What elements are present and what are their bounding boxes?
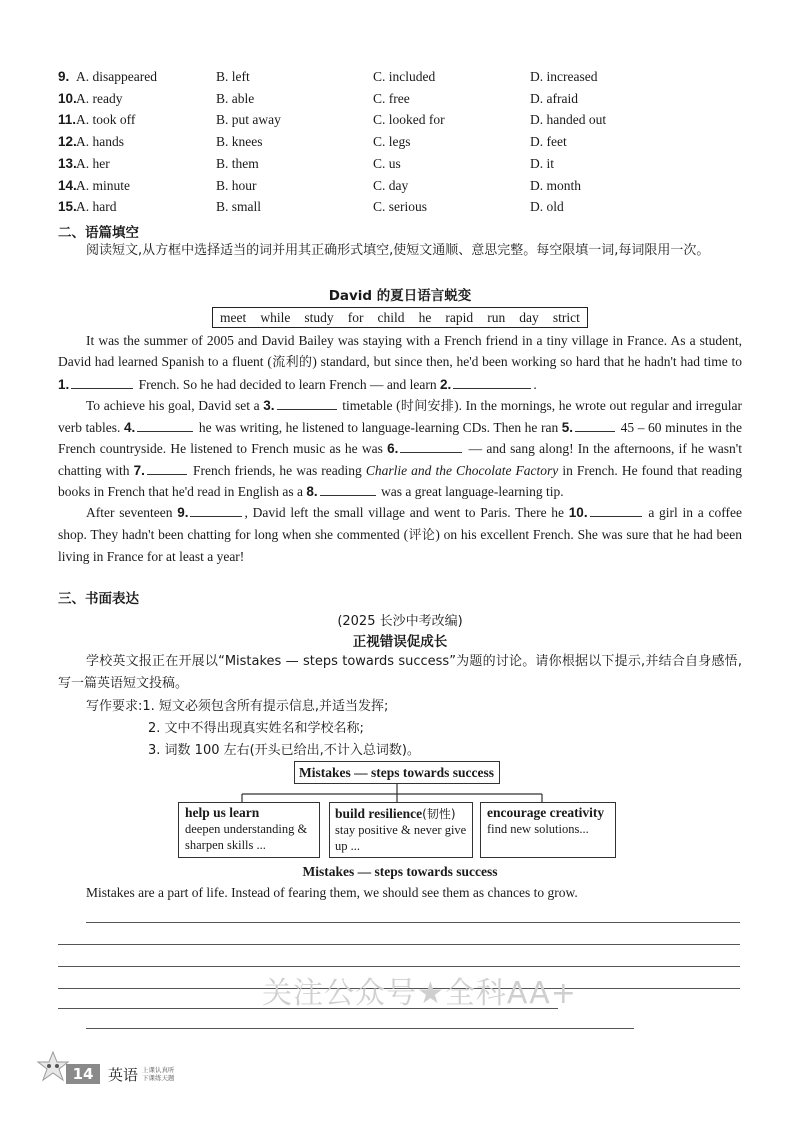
word-bank-item: day	[519, 309, 539, 325]
option-b[interactable]: B. able	[216, 90, 255, 106]
word-bank-item: for	[347, 309, 364, 325]
page-number: 14	[72, 1065, 94, 1083]
option-c[interactable]: C. serious	[373, 199, 427, 215]
option-a[interactable]: A. ready	[76, 90, 123, 106]
option-d[interactable]: D. month	[530, 177, 582, 193]
word-bank-item: while	[260, 309, 291, 325]
option-b[interactable]: B. hour	[216, 177, 257, 193]
option-c[interactable]: C. free	[373, 90, 410, 106]
writing-intro: 学校英文报正在开展以“Mistakes — steps towards success”为题的讨论。请你根据以下提示,并结合自身感悟,写一篇英语短文投稿。	[58, 654, 742, 691]
paragraph-3: After seventeen 9. , David left the small village and went to Paris. There he 10. a girl in a coffee shop. They hadn't been chatting for long when she commented (评论) on his excellent French. She was sure that he had been living in France for at least a year!	[58, 505, 742, 564]
option-d[interactable]: D. feet	[530, 134, 567, 150]
option-d[interactable]: D. old	[530, 199, 564, 215]
paragraph-2: To achieve his goal, David set a 3. timetable (时间安排). In the mornings, he wrote out regular and irregular verb tables. 4. he was writing, he listened to language-learning CDs. Then he ran 5. 45 – 60 minutes in the French countryside. He listened to French music as he was 6. — and sang along! In the afternoons, if he wasn't chatting with 7. French friends, he was reading Charlie and the Chocolate Factory in French. He found that reading books in French that he'd read in English as a 8. was a great language-learning tip.	[58, 397, 742, 500]
option-a[interactable]: A. hands	[76, 134, 124, 150]
section-heading-cloze: 二、语篇填空	[58, 225, 139, 241]
watermark-text: 关注公众号★全科AA+	[262, 976, 577, 1011]
star-mascot-icon	[36, 1050, 70, 1084]
option-c[interactable]: C. included	[373, 69, 436, 84]
option-c[interactable]: C. day	[373, 177, 409, 193]
option-b[interactable]: B. knees	[216, 134, 263, 150]
writing-line[interactable]	[58, 966, 740, 967]
option-d[interactable]: D. handed out	[530, 112, 607, 128]
subject-label: 英语	[108, 1066, 139, 1084]
writing-line[interactable]	[86, 922, 740, 923]
option-d[interactable]: D. increased	[530, 69, 598, 84]
word-bank-item: rapid	[445, 309, 474, 325]
option-b[interactable]: B. them	[216, 155, 259, 171]
question-number: 13.	[58, 155, 77, 171]
option-c[interactable]: C. looked for	[373, 112, 445, 128]
word-bank-item: run	[487, 309, 506, 325]
option-d[interactable]: D. afraid	[530, 90, 578, 106]
question-number: 14.	[58, 177, 77, 193]
paragraph-1: It was the summer of 2005 and David Bailey was staying with a French friend in a tiny village in France. As a student, David had learned Spanish to a fluent (流利的) standard, but since then, he'd been working so hard that he hadn't had time to 1. French. So he had decided to learn French — and learn 2. .	[58, 333, 742, 392]
word-bank-item: child	[377, 309, 405, 325]
word-bank-item: strict	[552, 309, 580, 325]
option-c[interactable]: C. us	[373, 155, 401, 171]
question-number: 9.	[58, 69, 70, 84]
option-b[interactable]: B. put away	[216, 112, 281, 128]
option-b[interactable]: B. left	[216, 69, 250, 84]
writing-line[interactable]	[86, 1028, 634, 1029]
word-bank-item: study	[304, 309, 334, 325]
option-c[interactable]: C. legs	[373, 134, 411, 150]
essay-start: Mistakes are a part of life. Instead of fearing them, we should see them as chances to grow.	[86, 885, 578, 900]
source-note: (2025 长沙中考改编)	[337, 614, 463, 629]
essay-title: Mistakes — steps towards success	[302, 864, 498, 879]
mindmap-branch-creativity: encourage creativity find new solutions...	[480, 802, 616, 858]
word-bank-item: meet	[220, 309, 247, 325]
writing-title: 正视错误促成长	[352, 634, 448, 650]
writing-line[interactable]	[58, 944, 740, 945]
passage-title: David 的夏日语言蜕变	[328, 288, 472, 304]
page-footer	[36, 1058, 196, 1090]
question-number: 11.	[58, 112, 77, 128]
mindmap-branch-learn: help us learn deepen understanding & sharpen skills ...	[178, 802, 320, 858]
section-heading-writing: 三、书面表达	[58, 591, 139, 607]
option-a[interactable]: A. took off	[76, 112, 136, 128]
question-number: 10.	[58, 90, 77, 106]
option-a[interactable]: A. disappeared	[76, 69, 157, 84]
question-number: 15.	[58, 199, 77, 215]
option-a[interactable]: A. minute	[76, 177, 130, 193]
option-d[interactable]: D. it	[530, 155, 555, 171]
writing-requirements: 写作要求:1. 短文必须包含所有提示信息,并适当发挥; 2. 文中不得出现真实姓名和学校名称; 3. 词数 100 左右(开头已给出,不计入总词数)。	[86, 699, 420, 758]
mindmap-branch-resilience: build resilience(韧性) stay positive & never give up ...	[329, 802, 473, 858]
word-bank-item: he	[418, 309, 432, 325]
option-a[interactable]: A. hard	[76, 199, 117, 215]
question-number: 12.	[58, 134, 77, 150]
mindmap-root: Mistakes — steps towards success	[294, 761, 500, 784]
cloze-instruction: 阅读短文,从方框中选择适当的词并用其正确形式填空,使短文通顺、意思完整。每空限填一词,每词限用一次。	[86, 243, 710, 258]
slogan: 上课认真听 下课练天题	[142, 1066, 175, 1082]
option-b[interactable]: B. small	[216, 199, 262, 215]
option-a[interactable]: A. her	[76, 155, 110, 171]
